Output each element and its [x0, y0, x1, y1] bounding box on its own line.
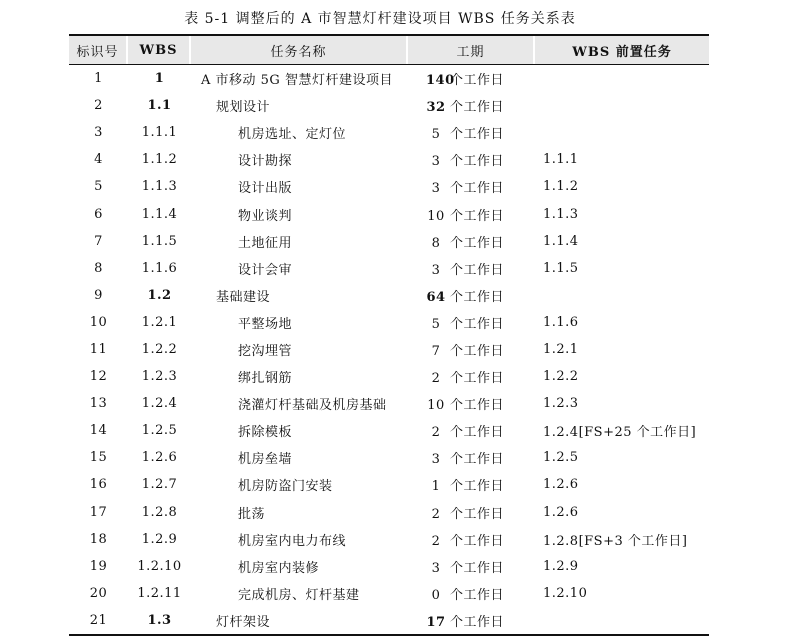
- cell-task-name: 机房垒墙: [238, 452, 293, 468]
- cell-id: 20: [89, 585, 108, 601]
- cell-task-name: 批荡: [238, 506, 266, 522]
- cell-duration: [408, 394, 535, 413]
- table-row: [69, 309, 709, 336]
- cell-wbs: 1.3: [147, 612, 172, 628]
- table-row: [69, 580, 709, 607]
- duration-unit: 个工作日: [450, 425, 505, 441]
- duration-unit: 个工作日: [450, 452, 505, 468]
- cell-wbs: 1: [154, 71, 165, 87]
- cell-id: 11: [89, 341, 108, 357]
- cell-predecessor: 1.1.4: [543, 233, 579, 249]
- table-caption: 表 5-1 调整后的 A 市智慧灯杆建设项目 WBS 任务关系表: [184, 11, 576, 27]
- cell-task-name: 机房防盗门安装: [238, 479, 333, 495]
- cell-wbs: 1.2.6: [141, 450, 178, 466]
- cell-duration: [408, 150, 535, 169]
- duration-unit: 个工作日: [450, 506, 505, 522]
- cell-predecessor: 1.2.3: [543, 396, 579, 412]
- cell-duration: [408, 503, 535, 522]
- header-id: 标识号: [69, 36, 128, 64]
- cell-id: 13: [89, 396, 108, 412]
- cell-duration: [408, 259, 535, 278]
- duration-unit: 个工作日: [450, 398, 505, 414]
- cell-wbs: 1.2.5: [141, 423, 178, 439]
- cell-wbs: 1.2.7: [141, 477, 178, 493]
- cell-duration: [408, 367, 535, 386]
- cell-wbs: 1.2: [147, 287, 172, 303]
- duration-unit: 个工作日: [450, 100, 505, 116]
- table-row: [69, 363, 709, 390]
- cell-wbs: 1.1.6: [141, 260, 178, 276]
- cell-task-name: 规划设计: [216, 100, 271, 116]
- duration-value: 32: [426, 100, 446, 116]
- cell-predecessor: 1.2.6: [543, 504, 579, 520]
- table-row: [69, 146, 709, 173]
- cell-wbs: 1.2.1: [141, 314, 178, 330]
- table-row: [69, 228, 709, 255]
- duration-value: 2: [431, 425, 441, 441]
- cell-id: 6: [94, 206, 103, 222]
- cell-id: 16: [89, 477, 108, 493]
- table-row: [69, 499, 709, 526]
- duration-value: 0: [431, 587, 441, 603]
- cell-duration: [408, 448, 535, 467]
- cell-id: 4: [94, 152, 103, 168]
- cell-task-name: 基础建设: [216, 289, 271, 305]
- cell-duration: [408, 205, 535, 224]
- cell-task-name: 物业谈判: [238, 208, 293, 224]
- cell-id: 17: [89, 504, 108, 520]
- cell-task-name: 平整场地: [238, 316, 293, 332]
- cell-wbs: 1.1.2: [141, 152, 178, 168]
- cell-id: 7: [94, 233, 103, 249]
- cell-wbs: 1.2.9: [141, 531, 178, 547]
- cell-wbs: 1.2.4: [141, 396, 178, 412]
- cell-task-name: 浇灌灯杆基础及机房基础: [238, 398, 387, 414]
- cell-id: 21: [89, 612, 108, 628]
- cell-duration: [408, 177, 535, 196]
- cell-task-name: 完成机房、灯杆基建: [238, 587, 360, 603]
- duration-value: 5: [431, 127, 441, 143]
- cell-wbs: 1.1.3: [141, 179, 178, 195]
- duration-unit: 个工作日: [450, 262, 505, 278]
- header-wbs: WBS: [128, 36, 191, 64]
- cell-id: 1: [94, 71, 103, 87]
- duration-unit: 个工作日: [450, 371, 505, 387]
- duration-unit: 个工作日: [450, 127, 505, 143]
- table-row: [69, 200, 709, 227]
- cell-id: 18: [89, 531, 108, 547]
- duration-unit: 个工作日: [450, 343, 505, 359]
- cell-duration: [408, 340, 535, 359]
- cell-wbs: 1.1: [147, 98, 172, 114]
- table-row: [69, 119, 709, 146]
- cell-task-name: 挖沟埋管: [238, 343, 293, 359]
- duration-value: 7: [431, 343, 441, 359]
- table-row: [69, 65, 709, 92]
- cell-wbs: 1.2.3: [141, 369, 178, 385]
- table-row: [69, 607, 709, 634]
- cell-duration: [408, 313, 535, 332]
- cell-duration: [408, 69, 535, 88]
- duration-value: 5: [431, 316, 441, 332]
- table-row: [69, 336, 709, 363]
- cell-id: 2: [94, 98, 103, 114]
- cell-duration: [408, 421, 535, 440]
- cell-predecessor: 1.2.2: [543, 369, 579, 385]
- duration-value: 8: [431, 235, 441, 251]
- duration-value: 2: [431, 506, 441, 522]
- cell-duration: [408, 232, 535, 251]
- cell-predecessor: 1.1.6: [543, 314, 579, 330]
- cell-wbs: 1.1.5: [141, 233, 178, 249]
- table-row: [69, 417, 709, 444]
- duration-unit: 个工作日: [450, 479, 505, 495]
- cell-task-name: 设计会审: [238, 262, 293, 278]
- cell-task-name: 土地征用: [238, 235, 293, 251]
- cell-id: 15: [89, 450, 108, 466]
- header-task-name: 任务名称: [191, 36, 408, 64]
- table-row: [69, 92, 709, 119]
- table-row: [69, 553, 709, 580]
- table-row: [69, 173, 709, 200]
- cell-wbs: 1.2.2: [141, 341, 178, 357]
- cell-duration: [408, 286, 535, 305]
- cell-predecessor: 1.2.1: [543, 341, 579, 357]
- cell-id: 19: [89, 558, 108, 574]
- cell-wbs: 1.2.10: [137, 558, 182, 574]
- table-row: [69, 390, 709, 417]
- cell-task-name: 机房选址、定灯位: [238, 127, 347, 143]
- cell-task-name: 绑扎钢筋: [238, 371, 293, 387]
- duration-unit: 个工作日: [450, 533, 505, 549]
- duration-unit: 个工作日: [450, 208, 505, 224]
- header-predecessor: WBS 前置任务: [572, 44, 672, 60]
- cell-id: 5: [94, 179, 103, 195]
- duration-value: 3: [431, 560, 441, 576]
- cell-duration: [408, 530, 535, 549]
- duration-value: 10: [427, 208, 445, 224]
- cell-id: 8: [94, 260, 103, 276]
- duration-unit: 个工作日: [450, 316, 505, 332]
- table-header-row: [69, 36, 709, 65]
- cell-predecessor: 1.2.5: [543, 450, 579, 466]
- duration-value: 2: [431, 533, 441, 549]
- cell-task-name: 设计出版: [238, 181, 293, 197]
- cell-predecessor: 1.1.2: [543, 179, 579, 195]
- cell-id: 9: [94, 287, 103, 303]
- cell-predecessor: 1.2.9: [543, 558, 579, 574]
- duration-unit: 个工作日: [450, 181, 505, 197]
- cell-task-name: 灯杆架设: [216, 614, 271, 630]
- duration-value: 3: [431, 154, 441, 170]
- cell-id: 14: [89, 423, 108, 439]
- cell-wbs: 1.1.4: [141, 206, 178, 222]
- duration-unit: 个工作日: [450, 235, 505, 251]
- cell-wbs: 1.2.8: [141, 504, 178, 520]
- duration-value: 140: [426, 73, 455, 89]
- duration-value: 10: [427, 398, 445, 414]
- cell-predecessor: 1.1.1: [543, 152, 579, 168]
- duration-value: 3: [431, 262, 441, 278]
- duration-unit: 个工作日: [450, 73, 505, 89]
- duration-value: 17: [426, 614, 446, 630]
- duration-value: 2: [431, 371, 441, 387]
- cell-duration: [408, 96, 535, 115]
- table-row: [69, 471, 709, 498]
- table-row: [69, 255, 709, 282]
- cell-duration: [408, 123, 535, 142]
- cell-task-name: 机房室内电力布线: [238, 533, 347, 549]
- cell-predecessor: 1.2.10: [543, 585, 588, 601]
- cell-id: 12: [89, 369, 108, 385]
- cell-predecessor: 1.2.8[FS+3 个工作日]: [543, 533, 688, 549]
- duration-unit: 个工作日: [450, 560, 505, 576]
- duration-value: 64: [426, 289, 446, 305]
- cell-task-name: 设计勘探: [238, 154, 293, 170]
- cell-id: 10: [89, 314, 108, 330]
- duration-value: 3: [431, 181, 441, 197]
- cell-id: 3: [94, 125, 103, 141]
- cell-task-name: A 市移动 5G 智慧灯杆建设项目: [201, 73, 393, 89]
- header-duration: 工期: [408, 36, 535, 64]
- duration-unit: 个工作日: [450, 614, 505, 630]
- cell-duration: [408, 557, 535, 576]
- cell-predecessor: 1.1.5: [543, 260, 579, 276]
- duration-unit: 个工作日: [450, 587, 505, 603]
- table-row: [69, 526, 709, 553]
- duration-value: 3: [431, 452, 441, 468]
- cell-wbs: 1.1.1: [141, 125, 178, 141]
- cell-duration: [408, 584, 535, 603]
- table-row: [69, 282, 709, 309]
- duration-value: 1: [431, 479, 441, 495]
- table-row: [69, 444, 709, 471]
- wbs-task-table: [69, 34, 709, 636]
- cell-task-name: 拆除模板: [238, 425, 293, 441]
- cell-wbs: 1.2.11: [137, 585, 182, 601]
- table-body: [69, 65, 709, 636]
- duration-unit: 个工作日: [450, 154, 505, 170]
- duration-unit: 个工作日: [450, 289, 505, 305]
- cell-predecessor: 1.2.4[FS+25 个工作日]: [543, 425, 697, 441]
- cell-duration: [408, 611, 535, 630]
- cell-predecessor: 1.2.6: [543, 477, 579, 493]
- cell-duration: [408, 475, 535, 494]
- cell-predecessor: 1.1.3: [543, 206, 579, 222]
- cell-task-name: 机房室内装修: [238, 560, 320, 576]
